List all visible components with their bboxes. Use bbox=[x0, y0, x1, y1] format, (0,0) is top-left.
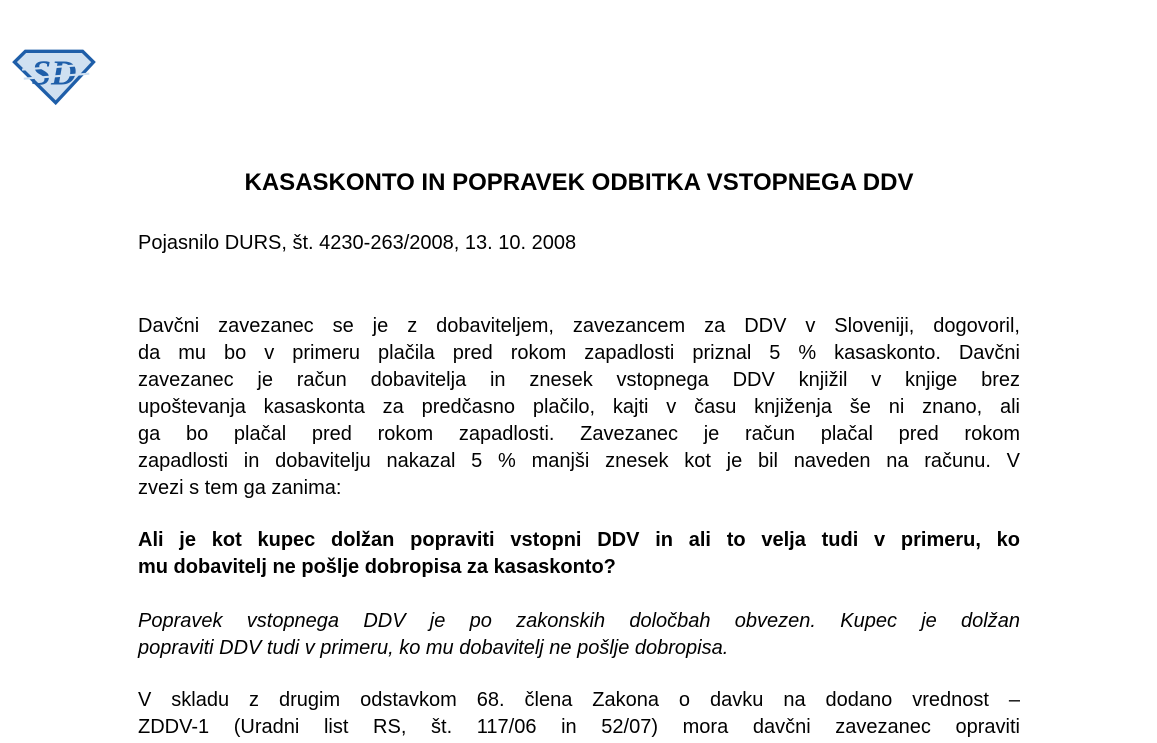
text-line: ZDDV-1 (Uradni list RS, št. 117/06 in 52/07) mora davčni zavezanec opraviti bbox=[138, 716, 1020, 738]
text-line: da mu bo v primeru plačila pred rokom zapadlosti priznal 5 % kasaskonto. Davčni bbox=[138, 342, 1020, 364]
text-line: Davčni zavezanec se je z dobaviteljem, zavezancem za DDV v Sloveniji, dogovoril, bbox=[138, 315, 1020, 337]
text-line: Ali je kot kupec dolžan popraviti vstopni DDV in ali to velja tudi v primeru, ko bbox=[138, 529, 1020, 551]
paragraph-question bbox=[138, 527, 1020, 581]
text-line: mu dobavitelj ne pošlje dobropisa za kasaskonto? bbox=[138, 556, 616, 578]
paragraph-legal bbox=[138, 687, 1020, 741]
sd-logo bbox=[12, 48, 96, 106]
paragraph-answer bbox=[138, 608, 1020, 662]
text-line: zvezi s tem ga zanima: bbox=[138, 477, 342, 499]
text-line: Popravek vstopnega DDV je po zakonskih določbah obvezen. Kupec je dolžan bbox=[138, 610, 1020, 632]
document-title: KASASKONTO IN POPRAVEK ODBITKA VSTOPNEGA DDV bbox=[244, 169, 914, 196]
text-line: zavezanec je račun dobavitelja in znesek vstopnega DDV knjižil v knjige brez bbox=[138, 369, 1020, 391]
document-subtitle: Pojasnilo DURS, št. 4230-263/2008, 13. 10. 2008 bbox=[138, 232, 577, 254]
text-line: ga bo plačal pred rokom zapadlosti. Zavezanec je račun plačal pred rokom bbox=[138, 423, 1020, 445]
text-line: zapadlosti in dobavitelju nakazal 5 % manjši znesek kot je bil naveden na računu. V bbox=[138, 450, 1020, 472]
text-line: V skladu z drugim odstavkom 68. člena Zakona o davku na dodano vrednost – bbox=[138, 689, 1020, 711]
logo-monogram: SD bbox=[31, 53, 77, 93]
text-line: upoštevanja kasaskonta za predčasno plačilo, kajti v času knjiženja še ni znano, ali bbox=[138, 396, 1020, 418]
paragraph-intro bbox=[138, 313, 1020, 502]
text-line: popraviti DDV tudi v primeru, ko mu dobavitelj ne pošlje dobropisa. bbox=[138, 637, 729, 659]
